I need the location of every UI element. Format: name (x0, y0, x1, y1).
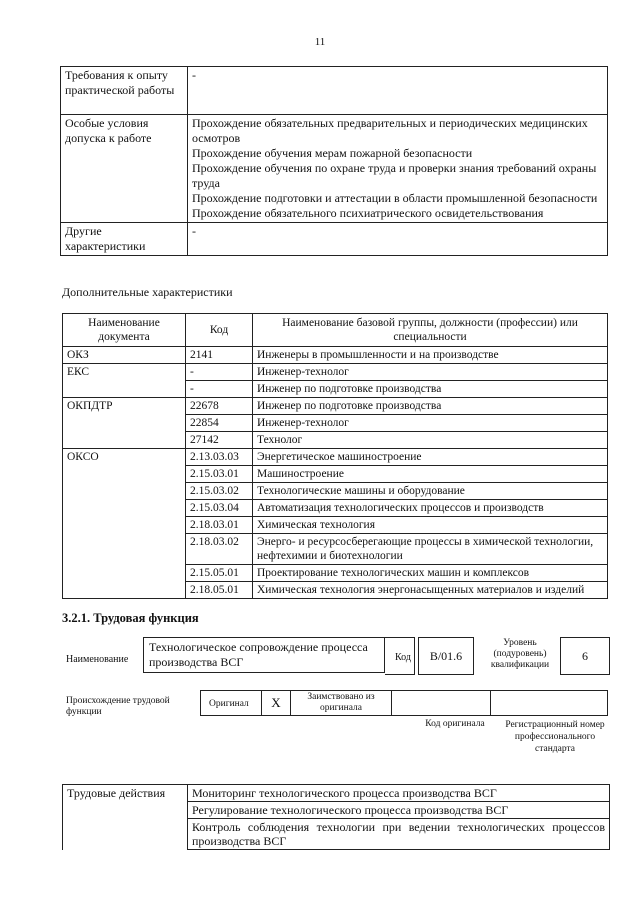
requirements-row (61, 115, 608, 223)
table-cell-code: 2.18.03.02 (186, 534, 253, 565)
header-doc: Наименование документа (63, 314, 186, 347)
requirement-line: Прохождение обучения мерам пожарной безопасности (192, 146, 473, 160)
table-cell-code: 2.15.03.01 (186, 466, 253, 483)
table-cell-code: 2.13.03.03 (186, 449, 253, 466)
table-cell-doc (63, 381, 186, 398)
requirements-row (61, 67, 608, 115)
function-code-value: B/01.6 (418, 637, 474, 675)
requirement-label: Требования к опыту практической работы (61, 67, 188, 115)
table-row (63, 381, 608, 398)
table-cell-code: 22678 (186, 398, 253, 415)
table-cell-doc (63, 483, 186, 500)
table-row (63, 466, 608, 483)
table-cell-code: 2.15.03.04 (186, 500, 253, 517)
function-level-value: 6 (560, 637, 610, 675)
page-number: 11 (314, 36, 326, 48)
table-cell-name: Инженер-технолог (253, 415, 608, 432)
table-cell-doc: ОКСО (63, 449, 186, 466)
function-name-value: Технологическое сопровождение процесса производства ВСГ (143, 637, 385, 673)
table-cell-doc (63, 432, 186, 449)
requirement-value (188, 67, 608, 115)
table-row (63, 449, 608, 466)
origin-code-cell (391, 690, 491, 716)
origin-original-mark: X (261, 690, 291, 716)
table-row (63, 398, 608, 415)
actions-label: Трудовые действия (63, 785, 188, 850)
table-row (63, 483, 608, 500)
table-row (63, 432, 608, 449)
action-item: Мониторинг технологического процесса производства ВСГ (188, 785, 610, 802)
function-heading: 3.2.1. Трудовая функция (62, 611, 199, 625)
requirement-value (188, 115, 608, 223)
table-cell-name: Технологические машины и оборудование (253, 483, 608, 500)
table-cell-doc (63, 565, 186, 582)
table-row (63, 500, 608, 517)
table-row (63, 347, 608, 364)
table-cell-name: Технолог (253, 432, 608, 449)
origin-label: Происхождение трудовой функции (66, 696, 170, 717)
table-cell-code: 22854 (186, 415, 253, 432)
table-cell-doc (63, 517, 186, 534)
requirement-line: Прохождение обязательных предварительных и периодических медицинских осмотров (192, 116, 588, 145)
action-item: Контроль соблюдения технологии при ведении технологических процессов производства ВСГ (188, 819, 610, 850)
table-cell-name: Машиностроение (253, 466, 608, 483)
table-cell-name: Автоматизация технологических процессов и производств (253, 500, 608, 517)
table-cell-doc (63, 582, 186, 599)
table-row (63, 364, 608, 381)
requirement-label: Другие характеристики (61, 223, 188, 256)
requirement-value: - (188, 223, 608, 256)
table-cell-name: Инженер по подготовке производства (253, 398, 608, 415)
table-row (63, 517, 608, 534)
table-cell-name: Энергетическое машиностроение (253, 449, 608, 466)
table-cell-doc (63, 415, 186, 432)
table-cell-code: - (186, 364, 253, 381)
table-cell-name: Инженер по подготовке производства (253, 381, 608, 398)
additional-table-body (63, 347, 608, 599)
requirements-row (61, 223, 608, 256)
table-cell-doc (63, 466, 186, 483)
table-cell-code: 2.15.05.01 (186, 565, 253, 582)
table-cell-name: Проектирование технологических машин и комплексов (253, 565, 608, 582)
table-row (63, 582, 608, 599)
table-cell-name: Химическая технология энергонасыщенных материалов и изделий (253, 582, 608, 599)
actions-table (62, 784, 610, 850)
additional-caption: Дополнительные характеристики (62, 285, 233, 299)
function-name-label: Наименование (66, 654, 129, 665)
table-cell-doc: ОКЗ (63, 347, 186, 364)
header-name: Наименование базовой группы, должности (профессии) или специальности (253, 314, 608, 347)
table-cell-name: Химическая технология (253, 517, 608, 534)
table-row (63, 415, 608, 432)
origin-reg-caption: Регистрационный номер профессионального стандарта (505, 720, 605, 754)
origin-borrowed-label: Заимствовано из оригинала (307, 692, 375, 713)
table-cell-name: Инженеры в промышленности и на производстве (253, 347, 608, 364)
action-item: Регулирование технологического процесса производства ВСГ (188, 802, 610, 819)
additional-table (62, 313, 608, 599)
table-row (63, 565, 608, 582)
requirement-line: Прохождение подготовки и аттестации в области промышленной безопасности (192, 191, 598, 205)
table-cell-doc (63, 500, 186, 517)
table-header-row (63, 314, 608, 347)
requirement-label: Особые условия допуска к работе (61, 115, 188, 223)
function-level-label: Уровень (подуровень) квалификации (490, 638, 550, 670)
origin-original-label: Оригинал (209, 699, 249, 709)
requirement-line: - (192, 68, 196, 82)
table-row (63, 534, 608, 565)
requirement-line: Прохождение обучения по охране труда и проверки знания требований охраны труда (192, 161, 597, 190)
table-cell-code: 27142 (186, 432, 253, 449)
table-cell-code: 2.18.05.01 (186, 582, 253, 599)
table-cell-code: 2.18.03.01 (186, 517, 253, 534)
table-cell-doc: ЕКС (63, 364, 186, 381)
origin-code-caption: Код оригинала (425, 719, 485, 729)
table-cell-name: Энерго- и ресурсосберегающие процессы в химической технологии, нефтехимии и биотехнологии (253, 534, 608, 565)
table-cell-code: 2.15.03.02 (186, 483, 253, 500)
table-cell-name: Инженер-технолог (253, 364, 608, 381)
function-code-label: Код (395, 652, 411, 663)
requirements-table (60, 66, 608, 256)
table-cell-doc (63, 534, 186, 565)
table-cell-doc: ОКПДТР (63, 398, 186, 415)
table-cell-code: - (186, 381, 253, 398)
table-cell-code: 2141 (186, 347, 253, 364)
requirement-line: Прохождение обязательного психиатрического освидетельствования (192, 206, 544, 220)
header-code: Код (186, 314, 253, 347)
action-row (63, 785, 610, 802)
